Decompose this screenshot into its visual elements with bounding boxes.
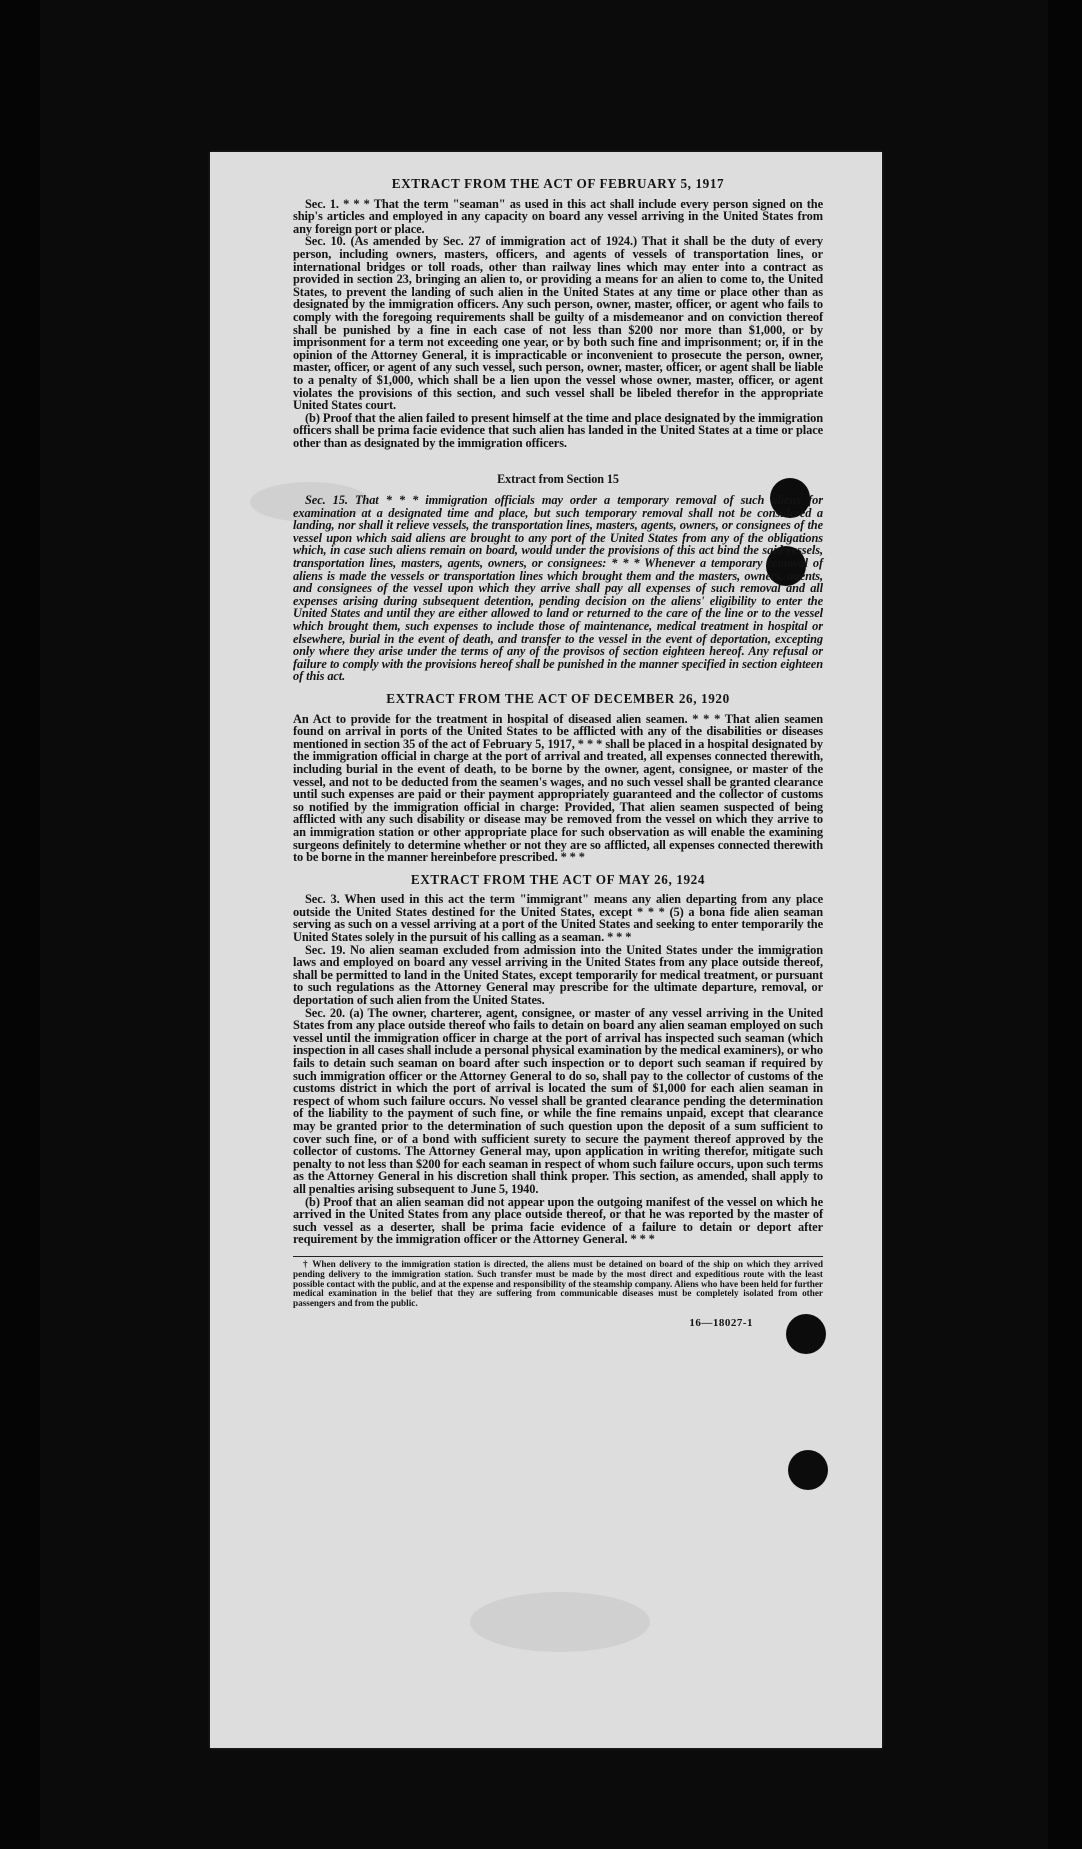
- spacer: [293, 449, 823, 463]
- section-20-b: (b) Proof that an alien seaman did not appear upon the outgoing manifest of the vessel on which he arrived in the United States from any place outside thereof, or that he was reported by the master of such vessel as a deserter, shall be prima facie evidence of a failure to detain or deport after requirement by the immigration officer or the Attorney General. * * *: [293, 1194, 823, 1247]
- paper-smudge: [470, 1592, 650, 1652]
- punch-hole: [788, 1450, 828, 1490]
- section-10: Sec. 10. (As amended by Sec. 27 of immigration act of 1924.) That it shall be the duty of every person, including owners, masters, officers, and agents of vessels of transportation lines, or international bridges or toll roads, other than railway lines which may enter into a contract as provided in section 23, bringing an alien to, or providing a means for an alien to come to, the United States, to prevent the landing of such alien in the United States at any time or place other than as designated by the immigration officers. Any such person, owner, master, officer, or agent who fails to comply with the foregoing requirements shall be guilty of a misdemeanor and on conviction thereof shall be punished by a fine in each case of not less than $200 nor more than $1,000, or by imprisonment for a term not exceeding one year, or by both such fine and imprisonment; or, if in the opinion of the Attorney General, it is impracticable or inconvenient to prosecute the person, owner, master, officer, or agent of any such vessel, such person, owner, master, officer, or agent shall be liable to a penalty of $1,000, which shall be a lien upon the vessel whose owner, master, officer, or agent violates the provisions of this section, and such vessel shall be libeled therefor in the appropriate United States court.: [293, 234, 823, 413]
- document-page: [210, 152, 882, 1748]
- scan-border-right: [1048, 0, 1082, 1849]
- section-1: Sec. 1. * * * That the term "seaman" as used in this act shall include every person signed on the ship's articles and employed in any capacity on board any vessel arriving in the United States from any foreign port or place.: [293, 196, 823, 236]
- section-10-b: (b) Proof that the alien failed to present himself at the time and place designated by the immigration officers shall be prima facie evidence that such alien has landed in the United States at a time or place other than as designated by the immigration officers.: [293, 410, 823, 450]
- scan-border-left: [0, 0, 40, 1849]
- heading-act-1917: EXTRACT FROM THE ACT OF FEBRUARY 5, 1917: [391, 176, 725, 191]
- footnote: † When delivery to the immigration station is directed, the aliens must be detained on board of the ship on which they arrived pending delivery to the immigration station. Such transfer must be made by the most direct and expeditious route with the least possible contact with the public, and at the expense and responsibility of the steamship company. Aliens who have been held for further medical examination in the belief that they are suffering from communicable diseases must be completely isolated from other passengers and from the public.: [293, 1256, 823, 1309]
- section-20-a: Sec. 20. (a) The owner, charterer, agent, consignee, or master of any vessel arriving in the United States from any place outside thereof who fails to detain on board any alien seaman employed on such vessel until the immigration officer in charge at the port of arrival has inspected such seaman (which inspection in all cases shall include a personal physical examination by the medical examiners), or who fails to detain such seaman on board after such inspection or to deport such seaman if required by such immigration officer or the Attorney General to do so, shall pay to the collector of customs of the customs district in which the port of arrival is located the sum of $1,000 for each alien seaman in respect of whom such failure occurs. No vessel shall be granted clearance pending the determination of the liability to the payment of such fine, or while the fine remains unpaid, except that clearance may be granted prior to the determination of such question upon the deposit of a sum sufficient to cover such fine, or of a bond with sufficient surety to secure the payment thereof approved by the collector of customs. The Attorney General may, upon application in writing therefor, mitigate such penalty to not less than $200 for each seaman in respect of whom such failure occurs, upon such terms as the Attorney General in his discretion shall think proper. This section, as amended, shall apply to all penalties arising subsequent to June 5, 1940.: [293, 1005, 823, 1196]
- heading-act-1924: EXTRACT FROM THE ACT OF MAY 26, 1924: [410, 871, 706, 887]
- act-1920-text: An Act to provide for the treatment in hospital of diseased alien seamen. * * * That alien seamen found on arrival in ports of the United States to be afflicted with any of the disabilities or diseases mentioned in section 35 of the act of February 5, 1917, * * * shall be placed in a hospital designated by the immigration official in charge at the port of arrival and treated, all expenses connected therewith, including burial in the event of death, to be borne by the owner, agent, consignee, or master of the vessel, and not to be deducted from the seamen's wages, and no such vessel shall be granted clearance until such expenses are paid or their payment appropriately guaranteed and the collector of customs so notified by the immigration official in charge: Provided, That alien seamen suspected of being afflicted with any such disability or disease may be removed from the vessel on which they arrive to an immigration station or other appropriate place for such observation as will enable the examining surgeons definitely to determine whether or not they are so afflicted, all expenses connected therewith to be borne in the manner hereinbefore prescribed. * * *: [293, 711, 823, 865]
- form-number: 16—18027-1: [689, 1316, 753, 1329]
- heading-act-1920: EXTRACT FROM THE ACT OF DECEMBER 26, 1920: [386, 690, 730, 706]
- document-body: [293, 178, 823, 1329]
- section-15: Sec. 15. That * * * immigration officials may order a temporary removal of such aliens for examination at a designated time and place, but such temporary removal shall not be considered a landing, nor shall it relieve vessels, the transportation lines, masters, agents, owners, or consignees of the vessel upon which said aliens are brought to any port of the United States from any of the obligations which, in case such aliens remain on board, would under the provisions of this act bind the said vessels, transportation lines, masters, agents, owners, or consignees: * * * Whenever a temporary removal of aliens is made the vessels or transportation lines which brought them and the masters, owners, agents, and consignees of the vessel upon which they arrive shall pay all expenses of such removal and all expenses arising during subsequent detention, pending decision on the aliens' eligibility to enter the United States and until they are either allowed to land or returned to the care of the line or to the vessel which brought them, such expenses to include those of maintenance, medical treatment in hospital or elsewhere, burial in the event of death, and transfer to the vessel in the event of deportation, excepting only where they arise under the terms of any of the provisos of section eighteen hereof. Any refusal or failure to comply with the provisions hereof shall be punished in the manner specified in section eighteen of this act.: [293, 493, 823, 684]
- subheading-section-15: Extract from Section 15: [497, 472, 619, 487]
- section-19: Sec. 19. No alien seaman excluded from admission into the United States under the immigration laws and employed on board any vessel arriving in the United States from any place outside thereof, shall be permitted to land in the United States, except temporarily for medical treatment, or pursuant to such regulations as the Attorney General may prescribe for the ultimate departure, removal, or deportation of such alien from the United States.: [293, 942, 823, 1008]
- section-3: Sec. 3. When used in this act the term "immigrant" means any alien departing from any place outside the United States destined for the United States, except * * * (5) a bona fide alien seaman serving as such on a vessel arriving at a port of the United States and seeking to enter temporarily the United States solely in the pursuit of his calling as a seaman. * * *: [293, 892, 823, 945]
